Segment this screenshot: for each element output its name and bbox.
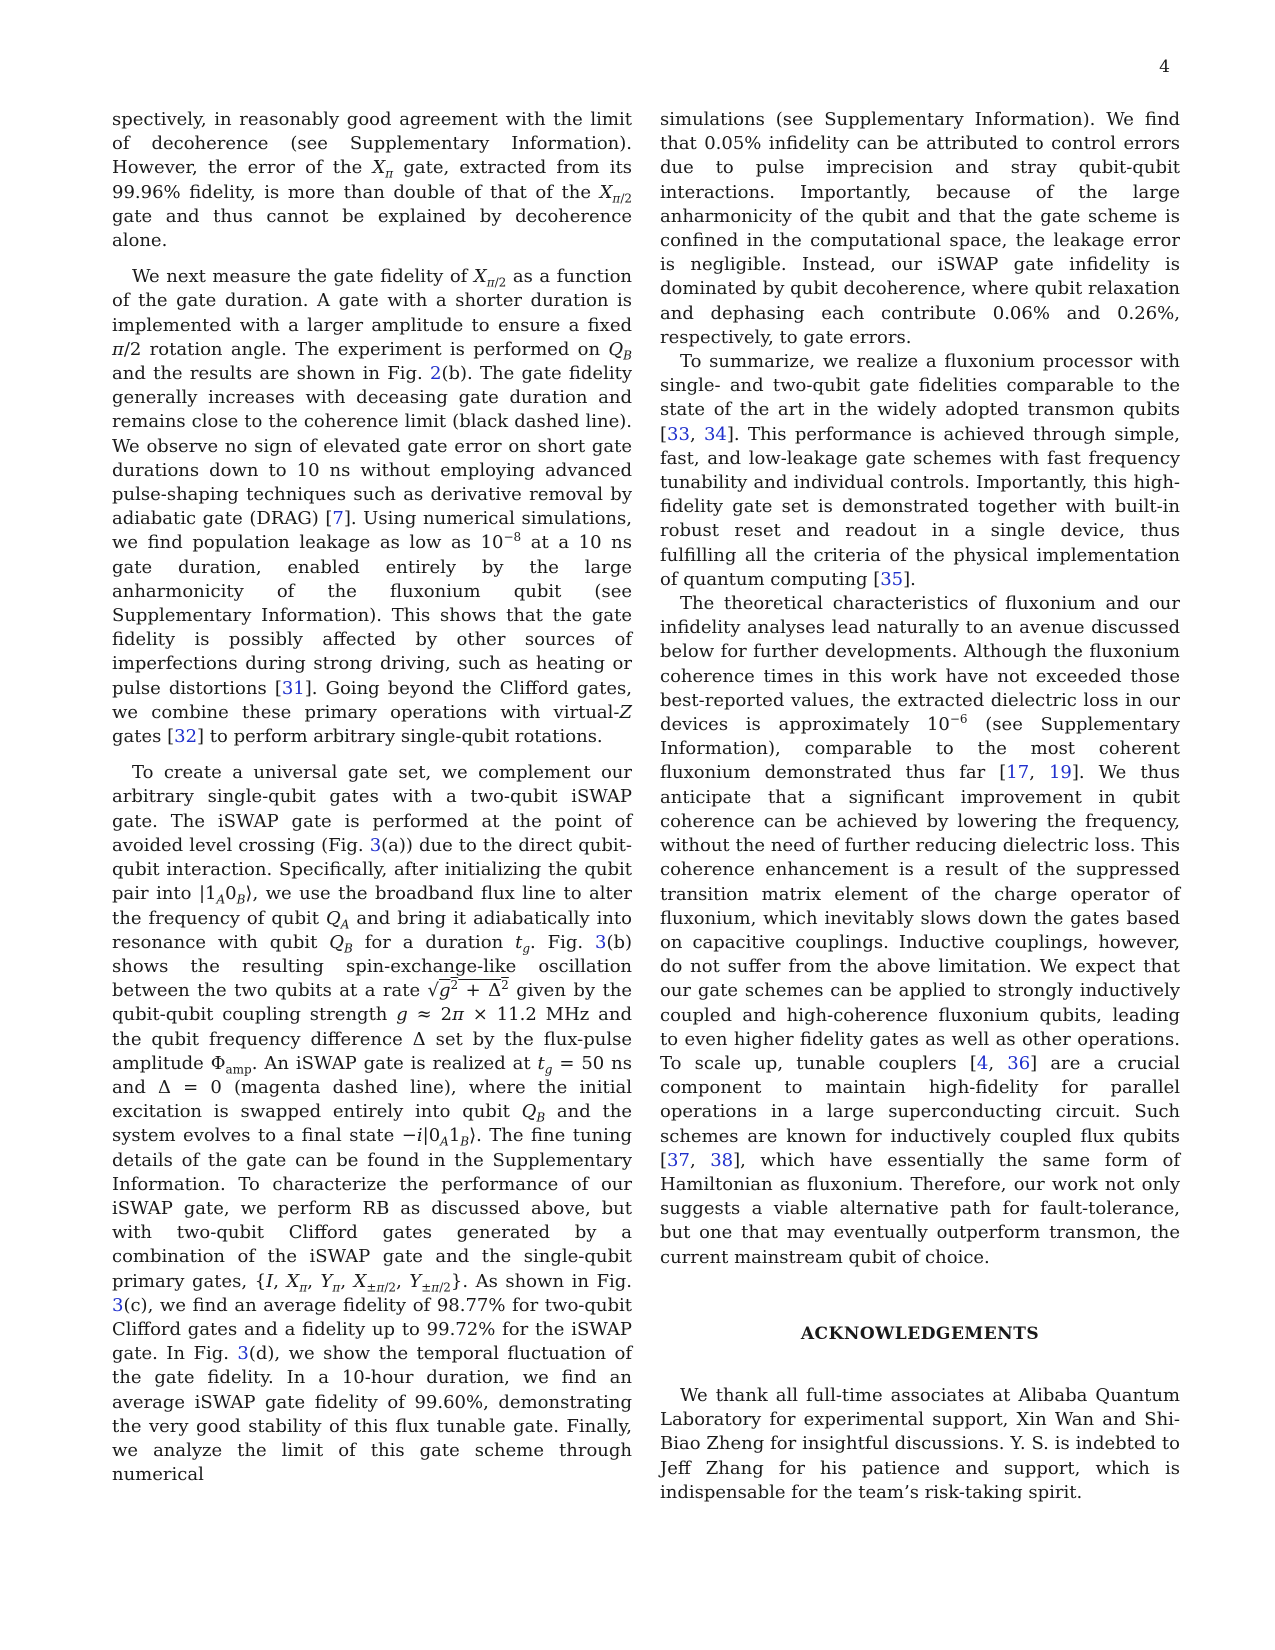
paragraph: The theoretical characteristics of fluxonium and our infidelity analyses lead naturally to an avenue discussed below for further developments. Although the fluxonium coherence times in this work have not exceeded those best-reported values, the extracted dielectric loss in our devices is approximately $10^{-6}$ (see Supplementary Information), comparable to the most coherent fluxonium demonstrated thus far [17, 19]. We thus anticipate that a significant improvement in qubit coherence can be achieved by lowering the frequency, without the need of further reducing dielectric loss. This coherence enhancement is a result of the suppressed transition matrix element of the charge operator of fluxonium, which inevitably slows down the gates based on capacitive couplings. Inductive couplings, however, do not suffer from the above limitation. We expect that our gate schemes can be applied to strongly inductively coupled and high-coherence fluxonium qubits, leading to even higher fidelity gates as well as other operations. To scale up, tunable couplers [4, 36] are a crucial component to maintain high-fidelity for parallel operations in a large superconducting circuit. Such schemes are known for inductively coupled flux qubits [37, 38], which have essentially the same form of Hamiltonian as fluxonium. Therefore, our work not only suggests a viable alternative path for fault-tolerance, but one that may eventually outperform transmon, the current mainstream qubit of choice. [660, 593, 1181, 1268]
page-number: 4 [1159, 57, 1170, 77]
paragraph: spectively, in reasonably good agreement with the limit of decoherence (see Supplementary Information). However, the error of the $X_\pi$ gate, extracted from its 99.96% fidelity, is more than double of that of the $X_{\pi/2}$ gate and thus cannot be explained by decoherence alone. [112, 109, 632, 252]
acknowledgements-heading: ACKNOWLEDGEMENTS [800, 1323, 1040, 1344]
paragraph: To summarize, we realize a fluxonium processor with single- and two-qubit gate fidelities comparable to the state of the art in the widely adopted transmon qubits [33, 34]. This performance is achieved through simple, fast, and low-leakage gate schemes with fast frequency tunability and individual controls. Importantly, this high-fidelity gate set is demonstrated together with built-in robust reset and readout in a single device, thus fulfilling all the criteria of the physical implementation of quantum computing [35]. [660, 351, 1180, 590]
left-column [112, 108, 632, 1487]
paragraph: simulations (see Supplementary Information). We find that 0.05% infidelity can be attributed to control errors due to pulse imprecision and stray qubit-qubit interactions. Importantly, because of the large anharmonicity of the qubit and that the gate scheme is confined in the computational space, the leakage error is negligible. Instead, our iSWAP gate infidelity is dominated by qubit decoherence, where qubit relaxation and dephasing each contribute 0.06% and 0.26%, respectively, to gate errors. [660, 109, 1180, 348]
acknowledgements-paragraph: We thank all full-time associates at Alibaba Quantum Laboratory for experimental support, Xin Wan and Shi-Biao Zheng for insightful discussions. Y. S. is indebted to Jeff Zhang for his patience and support, which is indispensable for the team’s risk-taking spirit. [660, 1384, 1180, 1503]
paragraph: To create a universal gate set, we complement our arbitrary single-qubit gates with a two-qubit iSWAP gate. The iSWAP gate is performed at the point of avoided level crossing (Fig. 3(a)) due to the direct qubit-qubit interaction. Specifically, after initializing the qubit pair into $|1_A0_B⟩$, we use the broadband flux line to alter the frequency of qubit $Q_A$ and bring it adiabatically into resonance with qubit $Q_B$ for a duration $t_g$. Fig. 3(b) shows the resulting spin-exchange-like oscillation between the two qubits at a rate $√g^2 + \Delta^2$ given by the qubit-qubit coupling strength g ≈ 2π × 11.2 MHz and the qubit frequency difference Δ set by the flux-pulse amplitude $\Phi_{amp}$. An iSWAP gate is realized at $t_g = 50$ ns and Δ = 0 (magenta dashed line), where the initial excitation is swapped entirely into qubit $Q_B$ and the system evolves to a final state $-i|0_A1_B⟩$. The fine tuning details of the gate can be found in the Supplementary Information. To characterize the performance of our iSWAP gate, we perform RB as discussed above, but with two-qubit Clifford gates generated by a combination of the iSWAP gate and the single-qubit primary gates, {I, $X_\pi$, $Y_\pi$, $X_{\pm\pi/2}$, $Y_{\pm\pi/2}$}. As shown in Fig. 3(c), we find an average fidelity of 98.77% for two-qubit Clifford gates and a fidelity up to 99.72% for the iSWAP gate. In Fig. 3(d), we show the temporal fluctuation of the gate fidelity. In a 10-hour duration, we find an average iSWAP gate fidelity of 99.60%, demonstrating the very good stability of this flux tunable gate. Finally, we analyze the limit of this gate scheme through numerical [112, 762, 633, 1486]
right-column [660, 108, 1180, 1505]
paragraph: We next measure the gate fidelity of $X_{\pi/2}$ as a function of the gate duration. A gate with a shorter duration is implemented with a larger amplitude to ensure a fixed π/2 rotation angle. The experiment is performed on $Q_B$ and the results are shown in Fig. 2(b). The gate fidelity generally increases with deceasing gate duration and remains close to the coherence limit (black dashed line). We observe no sign of elevated gate error on short gate durations down to 10 ns without employing advanced pulse-shaping techniques such as derivative removal by adiabatic gate (DRAG) [7]. Using numerical simulations, we find population leakage as low as $10^{-8}$ at a 10 ns gate duration, enabled entirely by the large anharmonicity of the fluxonium qubit (see Supplementary Information). This shows that the gate fidelity is possibly affected by other sources of imperfections during strong driving, such as heating or pulse distortions [31]. Going beyond the Clifford gates, we combine these primary operations with virtual-Z gates [32] to perform arbitrary single-qubit rotations. [112, 266, 633, 748]
